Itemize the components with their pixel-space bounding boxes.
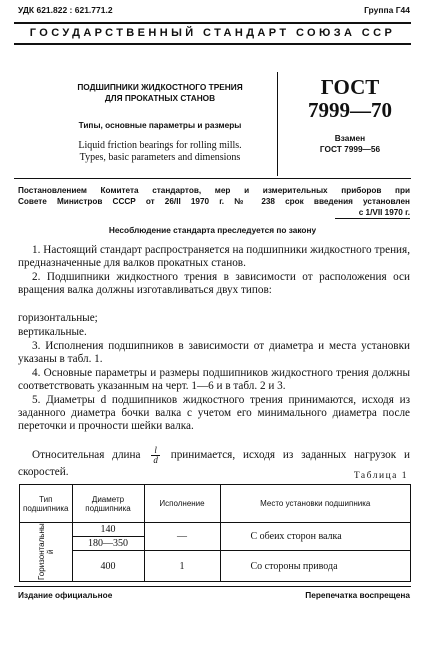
cell-place: Со стороны привода xyxy=(220,551,411,582)
paragraph-3: 3. Исполнения подшипников в зависимости от диаметра и места установки указаны в табл. 1. xyxy=(18,340,410,366)
header-diameter: Диаметр подшипника xyxy=(72,485,144,523)
header-version: Исполнение xyxy=(144,485,220,523)
paragraph-1: 1. Настоящий стандарт распространяется на подшипники жидкостного трения, предназначенные для валков прокатных станов. xyxy=(18,244,410,270)
table1-caption: Таблица 1 xyxy=(353,471,408,481)
cell-diameter: 400 xyxy=(72,551,144,582)
group-code: Группа Г44 xyxy=(364,5,410,15)
decree-line2: Совете Министров СССР от 26/II 1970 г. № 238 срок введения установлен xyxy=(18,197,410,206)
title-ru-line2: ДЛЯ ПРОКАТНЫХ СТАНОВ xyxy=(104,93,216,103)
gost-label: ГОСТ xyxy=(320,75,380,99)
table-1 xyxy=(19,484,411,582)
fraction-denominator: d xyxy=(153,455,158,465)
banner-rule xyxy=(14,43,411,45)
decree-underline xyxy=(335,218,410,219)
cell-version: 1 xyxy=(144,551,220,582)
paragraph-2-item-1: горизонтальные; xyxy=(18,312,98,324)
header-type: Тип подшипника xyxy=(20,485,73,523)
table1-header-row xyxy=(20,485,411,523)
paragraph-4: 4. Основные параметры и размеры подшипников жидкостного трения должны соответствовать указанным на черт. 1—6 и в табл. 2 и 3. xyxy=(18,367,410,393)
title-ru xyxy=(60,82,260,104)
cell-place: С обеих сторон валка xyxy=(220,523,411,551)
legal-notice: Несоблюдение стандарта преследуется по закону xyxy=(108,225,317,235)
title-en-line2: Types, basic parameters and dimensions xyxy=(79,152,241,163)
paragraph-2: 2. Подшипники жидкостного трения в зависимости от расположения оси вращения валка должны изготавливаться двух типов: xyxy=(18,271,410,297)
cell-version: — xyxy=(144,523,220,551)
udk-code: УДК 621.822 : 621.771.2 xyxy=(18,5,113,15)
title-en-line1: Liquid friction bearings for rolling mills. xyxy=(78,140,242,151)
table-row xyxy=(20,523,411,537)
header-place: Место установки подшипника xyxy=(220,485,411,523)
subtitle-ru: Типы, основные параметры и размеры xyxy=(78,120,242,130)
replaces-value: ГОСТ 7999—56 xyxy=(319,144,381,154)
paragraph-2-item-2: вертикальные. xyxy=(18,326,87,338)
paragraph-6-before: Относительная длина xyxy=(32,449,141,462)
title-ru-line1: ПОДШИПНИКИ ЖИДКОСТНОГО ТРЕНИЯ xyxy=(77,82,243,92)
paragraph-6-after: принимается, исходя из заданных нагрузок и скоростей. xyxy=(18,449,410,478)
footer-left: Издание официальное xyxy=(18,590,113,600)
gost-number: 7999—70 xyxy=(308,98,392,122)
cell-diameter: 180—350 xyxy=(72,537,144,551)
top-rule xyxy=(14,22,411,24)
paragraph-5: 5. Диаметры d подшипников жидкостного трения принимаются, исходя из заданного диаметра бочки валка с учетом его минимального диаметра после переточки и прочности шейки валка. xyxy=(18,394,410,433)
decree-top-rule xyxy=(14,178,411,179)
footer-right: Перепечатка воспрещена xyxy=(305,590,410,600)
cell-diameter: 140 xyxy=(72,523,144,537)
title-divider xyxy=(277,72,278,176)
title-en xyxy=(60,140,260,164)
paragraph-6 xyxy=(18,446,410,479)
decree-line1: Постановлением Комитета стандартов, мер и измерительных приборов при xyxy=(18,186,410,195)
row-group-horizontal xyxy=(20,523,73,582)
fraction-numerator: l xyxy=(151,446,160,456)
fraction-l-over-d xyxy=(151,446,160,465)
row-group-label: Горизонтальный xyxy=(36,523,55,581)
table-row xyxy=(20,551,411,582)
standard-banner: ГОСУДАРСТВЕННЫЙ СТАНДАРТ СОЮЗА ССР xyxy=(29,27,396,39)
footer-rule xyxy=(14,586,411,587)
replaces-label: Взамен xyxy=(334,133,366,143)
decree-line3: с 1/VII 1970 г. xyxy=(358,208,410,217)
